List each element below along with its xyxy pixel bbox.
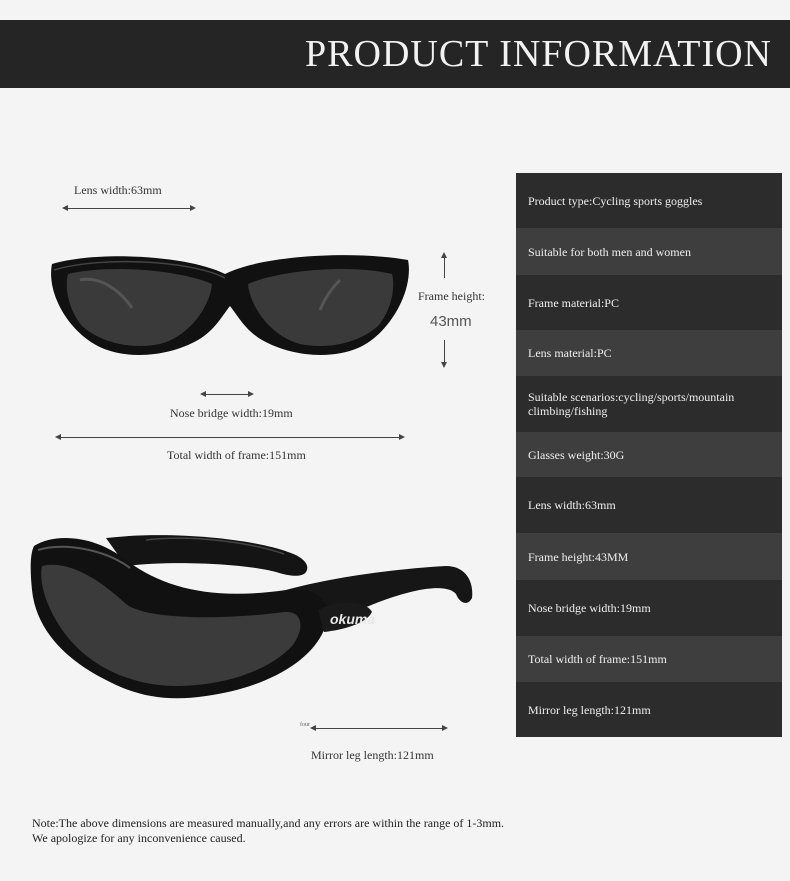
spec-row: Suitable for both men and women <box>516 228 782 275</box>
header-banner <box>0 20 790 88</box>
mirror-leg-arrow <box>312 728 446 729</box>
frame-height-arrow-top <box>444 254 445 278</box>
spec-row: Suitable scenarios:cycling/sports/mountain climbing/fishing <box>516 376 782 432</box>
front-view-glasses-image <box>40 250 420 370</box>
lens-width-label: Lens width:63mm <box>74 183 162 197</box>
spec-row: Lens material:PC <box>516 330 782 376</box>
frame-height-value: 43mm <box>430 313 472 330</box>
spec-row: Frame material:PC <box>516 275 782 330</box>
total-width-label: Total width of frame:151mm <box>167 448 306 462</box>
spec-row: Lens width:63mm <box>516 477 782 533</box>
spec-row: Mirror leg length:121mm <box>516 682 782 737</box>
spec-row: Frame height:43MM <box>516 533 782 580</box>
side-view-glasses-image <box>26 520 486 710</box>
frame-height-label: Frame height: <box>418 289 485 303</box>
disclaimer-note: Note:The above dimensions are measured manually,and any errors are within the range of 1-3mm. We apologize for any inconvenience caused. <box>32 816 505 845</box>
frame-height-arrow-bottom <box>444 340 445 366</box>
brand-logo: okuma <box>330 611 376 627</box>
spec-row: Nose bridge width:19mm <box>516 580 782 636</box>
mirror-leg-label: Mirror leg length:121mm <box>311 748 434 762</box>
specs-panel <box>516 173 782 737</box>
total-width-arrow <box>57 437 403 438</box>
spec-row: Total width of frame:151mm <box>516 636 782 682</box>
spec-row: Glasses weight:30G <box>516 432 782 477</box>
page-title: PRODUCT INFORMATION <box>305 33 772 75</box>
nose-bridge-arrow <box>202 394 252 395</box>
spec-row: Product type:Cycling sports goggles <box>516 173 782 228</box>
nose-bridge-label: Nose bridge width:19mm <box>170 406 293 420</box>
temple-small-text: four <box>300 722 310 728</box>
lens-width-arrow <box>64 208 194 209</box>
